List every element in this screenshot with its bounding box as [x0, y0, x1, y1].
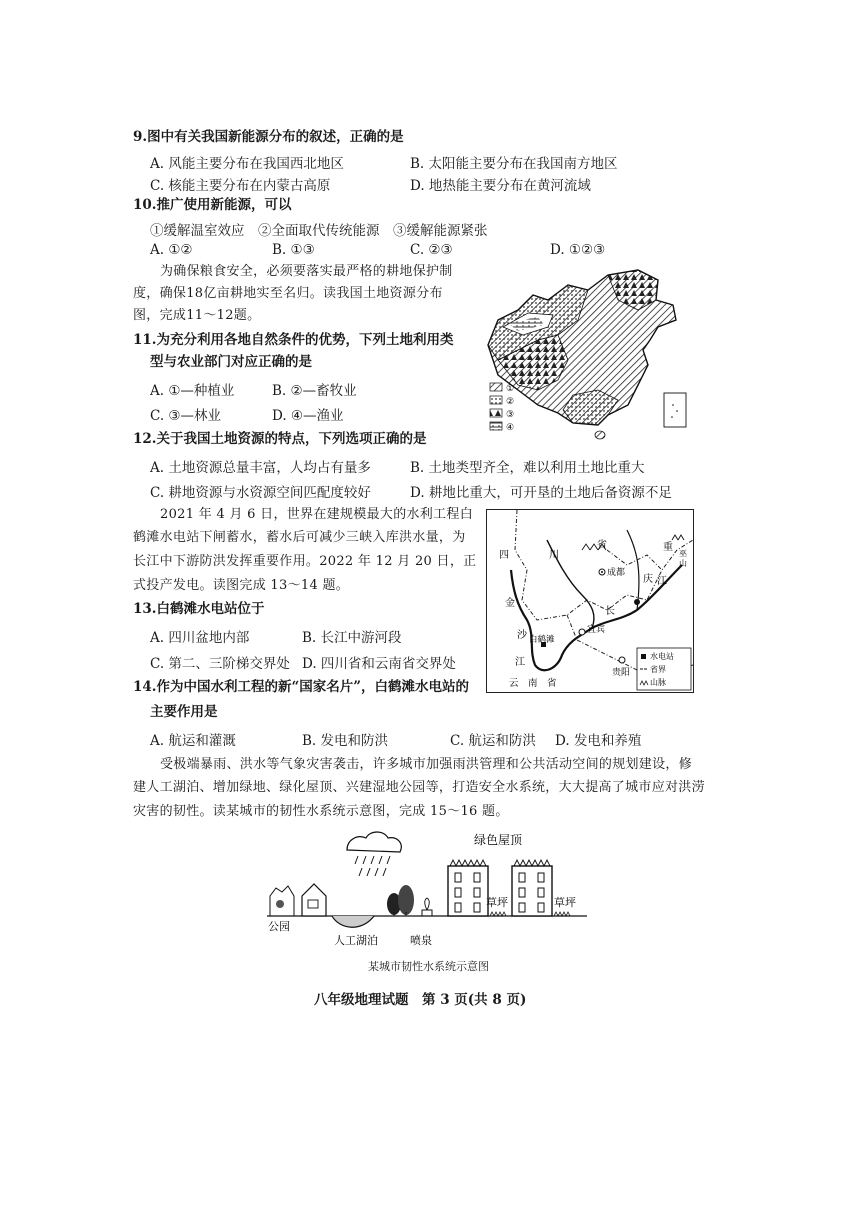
- q11-stem-line1: 11.为充分利用各地自然条件的优势，下列土地利用类: [133, 332, 454, 348]
- q14-option-d: D. 发电和养殖: [555, 733, 642, 749]
- q12-option-d: D. 耕地比重大，可开垦的土地后备资源不足: [410, 485, 672, 501]
- q13-stem: 13.白鹤滩水电站位于: [133, 601, 265, 617]
- label-lawn-2: 草坪: [554, 896, 576, 909]
- label-green-roof: 绿色屋顶: [474, 833, 523, 847]
- q12-option-b: B. 土地类型齐全，难以利用土地比重大: [410, 460, 645, 476]
- label-chuan: 川: [549, 550, 559, 561]
- legend-border: 省界: [650, 665, 666, 674]
- province-border-3: [607, 550, 662, 570]
- label-si: 四: [499, 550, 509, 561]
- q11-option-b: B. ②—畜牧业: [272, 383, 357, 399]
- q9-option-d: D. 地热能主要分布在黄河流域: [410, 178, 591, 194]
- label-lawn-1: 草坪: [486, 896, 508, 909]
- map-legend: [490, 383, 514, 433]
- hainan-island: [595, 431, 605, 439]
- intro-dam-line2: 鹤滩水电站下闸蓄水，蓄水后可减少三峡入库洪水量，为: [133, 530, 466, 545]
- label-qing: 庆: [643, 574, 653, 585]
- intro-city-line3: 灾害的韧性。读某城市的韧性水系统示意图，完成 15～16 题。: [133, 804, 509, 819]
- q11-option-a: A. ①—种植业: [150, 383, 235, 399]
- q13-option-b: B. 长江中游河段: [302, 630, 402, 646]
- park-tree: [276, 900, 284, 908]
- q13-option-c: C. 第二、三阶梯交界处: [150, 656, 290, 672]
- intro-dam-line1: 2021 年 4 月 6 日，世界在建规模最大的水利工程白: [160, 507, 473, 522]
- label-chang: 长: [605, 606, 615, 617]
- q14-option-b: B. 发电和防洪: [302, 733, 389, 749]
- q11-stem-line2: 型与农业部门对应正确的是: [150, 354, 312, 370]
- q9-option-a: A. 风能主要分布在我国西北地区: [150, 156, 344, 172]
- green-roof-1: [450, 860, 486, 866]
- label-jin: 金: [505, 598, 515, 609]
- page-footer: 八年级地理试题 第 3 页(共 8 页): [314, 992, 527, 1008]
- q11-option-c: C. ③—林业: [150, 408, 222, 424]
- q14-option-a: A. 航运和灌溉: [150, 733, 236, 749]
- intro-land-line3: 图，完成11～12题。: [133, 308, 261, 323]
- chongqing-dot: [634, 599, 640, 605]
- q9-stem: 9.图中有关我国新能源分布的叙述，正确的是: [133, 129, 404, 145]
- fountain-icon: [422, 910, 432, 916]
- label-chengdu: 成都: [607, 568, 626, 578]
- q9-option-c: C. 核能主要分布在内蒙古高原: [150, 178, 331, 194]
- q13-option-d: D. 四川省和云南省交界处: [302, 656, 456, 672]
- q14-option-c: C. 航运和防洪: [450, 733, 536, 749]
- label-sha: 沙: [517, 630, 527, 641]
- province-border-1: [515, 510, 693, 620]
- label-jiang: 江: [515, 657, 525, 668]
- intro-land-line2: 度，确保18亿亩耕地实至名归。读我国土地资源分布: [133, 286, 443, 301]
- label-baihetan: 白鹤滩: [529, 635, 555, 645]
- q10-option-c: C. ②③: [410, 242, 453, 258]
- label-fountain: 喷泉: [410, 934, 432, 947]
- guiyang-dot: [619, 657, 625, 663]
- river-map-legend: [637, 648, 691, 690]
- label-guiyang: 贵阳: [612, 668, 631, 678]
- mountain-wushan: [672, 535, 684, 540]
- q12-option-c: C. 耕地资源与水资源空间匹配度较好: [150, 485, 371, 501]
- q9-option-b: B. 太阳能主要分布在我国南方地区: [410, 156, 618, 172]
- q13-option-a: A. 四川盆地内部: [150, 630, 250, 646]
- baihetan-map: [486, 509, 694, 693]
- intro-land-line1: 为确保粮食安全，必须要落实最严格的耕地保护制: [160, 264, 453, 279]
- q14-stem-line1: 14.作为中国水利工程的新“国家名片”，白鹤滩水电站的: [133, 679, 470, 695]
- city-diagram-caption: 某城市韧性水系统示意图: [368, 960, 489, 973]
- building-2: [512, 866, 552, 916]
- legend-station: 水电站: [650, 652, 674, 661]
- label-lake: 人工湖泊: [334, 934, 378, 947]
- q14-stem-line2: 主要作用是: [150, 704, 218, 720]
- q12-stem: 12.关于我国土地资源的特点，下列选项正确的是: [133, 431, 427, 447]
- label-yibin: 宜宾: [587, 625, 606, 635]
- intro-dam-line4: 式投产发电。读图完成 13～14 题。: [133, 578, 350, 593]
- legend-4: ④: [506, 423, 515, 433]
- tree-icon-2: [398, 885, 414, 915]
- intro-dam-line3: 长江中下游防洪发挥重要作用。2022 年 12 月 20 日，正: [133, 554, 477, 569]
- q11-option-d: D. ④—渔业: [272, 408, 344, 424]
- artificial-lake: [332, 916, 374, 927]
- intro-city-line2: 建人工湖泊、增加绿地、绿化屋顶、兴建湿地公园等，打造安全水系统，大大提高了城市应对洪涝: [133, 780, 705, 795]
- china-land-map: [478, 265, 690, 443]
- label-chong: 重: [663, 542, 673, 553]
- legend-mountain: 山脉: [650, 678, 666, 687]
- city-water-diagram: [262, 826, 592, 948]
- south-china-sea-inset: [664, 393, 686, 427]
- legend-1: ①: [506, 384, 515, 394]
- jialing-river: [627, 530, 639, 610]
- legend-2: ②: [506, 397, 515, 407]
- label-yunnan: 云 南 省: [509, 678, 557, 689]
- label-wu: 巫: [679, 549, 687, 558]
- q10-option-a: A. ①②: [150, 242, 193, 258]
- rain-cloud-icon: [347, 832, 401, 852]
- label-jiang2: 江: [657, 576, 667, 587]
- q10-items: ①缓解温室效应 ②全面取代传统能源 ③缓解能源紧张: [150, 223, 488, 239]
- label-sheng: 省: [597, 540, 607, 551]
- q10-option-d: D. ①②③: [550, 242, 606, 258]
- yibin-dot: [579, 629, 585, 635]
- green-roof-2: [514, 860, 550, 866]
- q10-stem: 10.推广使用新能源，可以: [133, 197, 292, 213]
- q10-option-b: B. ①③: [272, 242, 315, 258]
- q12-option-a: A. 土地资源总量丰富，人均占有量多: [150, 460, 371, 476]
- label-park: 公园: [268, 920, 290, 933]
- rain-icon: [355, 856, 390, 876]
- legend-3: ③: [506, 410, 515, 420]
- intro-city-line1: 受极端暴雨、洪水等气象灾害袭击，许多城市加强雨洪管理和公共活动空间的规划建设，修: [160, 757, 693, 772]
- building-1: [448, 866, 488, 916]
- label-shan: 山: [679, 559, 687, 568]
